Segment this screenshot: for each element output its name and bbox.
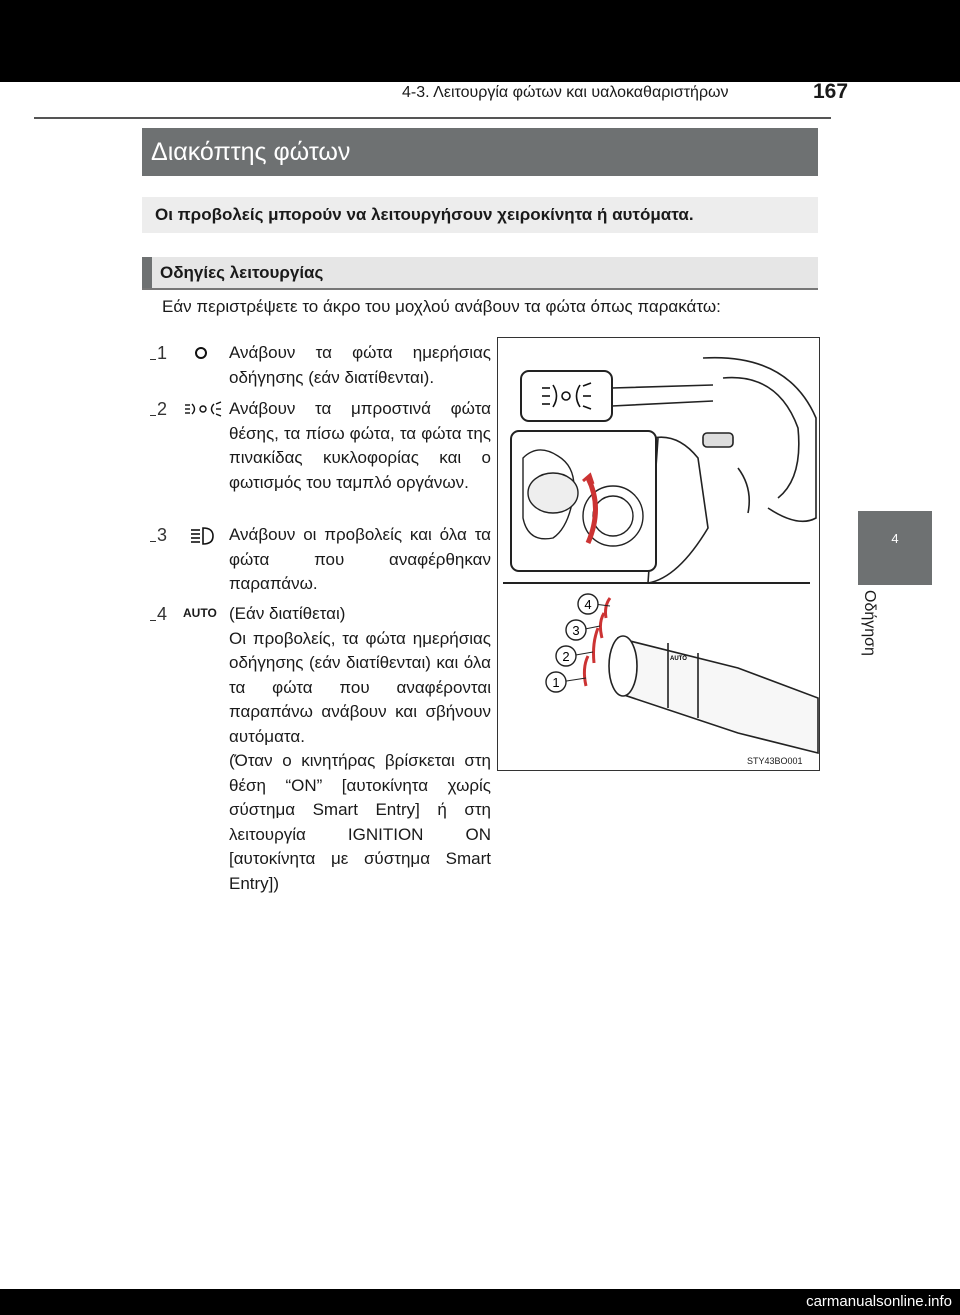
intro-text: Οι προβολείς μπορούν να λειτουργήσουν χειροκίνητα ή αυτόματα. bbox=[155, 205, 694, 224]
page-number: 167 bbox=[813, 80, 849, 103]
chapter-side-label bbox=[860, 590, 890, 680]
figure-illustration bbox=[498, 338, 819, 770]
chapter-header: 4-3. Λειτουργία φώτων και υαλοκαθαριστήρων bbox=[402, 84, 729, 101]
chapter-tab-number: 4 bbox=[891, 531, 899, 546]
header-rule bbox=[34, 117, 831, 119]
figure-label-3: 3 bbox=[572, 623, 580, 638]
subsection-marker bbox=[142, 257, 152, 288]
item-text: (Εάν διατίθεται) bbox=[229, 604, 346, 623]
subsection-heading bbox=[142, 257, 818, 290]
figure-labels bbox=[546, 594, 598, 692]
figure-label-2: 2 bbox=[562, 649, 570, 664]
top-black-band bbox=[0, 0, 960, 82]
footer-watermark: carmanualsonline.info bbox=[806, 1293, 952, 1310]
lead-text: Εάν περιστρέψετε το άκρο του μοχλού ανάβουν τα φώτα όπως παρακάτω: bbox=[162, 297, 721, 316]
item-text: (Όταν ο κινητήρας βρίσκεται στη θέση “ON” [αυτοκίνητα χωρίς σύστημα Smart Entry] ή στη λειτουργία IGNITION ON [αυτοκίνητα με σύστημα Smart Entry]) bbox=[229, 751, 491, 893]
subsection-title: Οδηγίες λειτουργίας bbox=[160, 263, 324, 282]
auto-icon: AUTO bbox=[183, 606, 217, 620]
section-title: Διακόπτης φώτων bbox=[151, 138, 351, 166]
intro-box bbox=[142, 197, 818, 233]
item-text: Οι προβολείς, τα φώτα ημερήσιας οδήγησης (εάν διατίθενται) και όλα τα φώτα που αναφέρονται παραπάνω ανάβουν και σβήνουν αυτόματα. bbox=[229, 628, 491, 746]
item-number: 1 bbox=[151, 343, 173, 364]
chapter-tab bbox=[858, 511, 932, 585]
position-lights-icon bbox=[183, 399, 223, 426]
section-title-bar bbox=[142, 128, 818, 176]
item-number: 4 bbox=[151, 604, 173, 625]
item-number: 2 bbox=[151, 399, 173, 420]
item-number: 3 bbox=[151, 525, 173, 546]
item-text: Ανάβουν τα φώτα ημερήσιας οδήγησης (εάν διατίθενται). bbox=[229, 343, 491, 387]
footer-band bbox=[0, 1289, 960, 1315]
callout-box bbox=[521, 371, 612, 421]
chapter-side-label-text: Οδήγηση bbox=[861, 590, 878, 656]
item-text: Ανάβουν τα μπροστινά φώτα θέσης, τα πίσω φώτα, τα φώτα της πινακίδας κυκλοφορίας και ο φωτισμός του ταμπλό οργάνων. bbox=[229, 399, 491, 492]
figure-label-4: 4 bbox=[584, 597, 592, 612]
light-stalk bbox=[609, 636, 818, 753]
stalk-auto-label: AUTO bbox=[670, 656, 687, 662]
item-text-block bbox=[229, 602, 491, 896]
light-switch-figure bbox=[497, 337, 820, 771]
figure-code: STY43BO001 bbox=[747, 756, 803, 766]
off-circle-icon bbox=[183, 343, 223, 370]
headlights-icon bbox=[183, 525, 223, 552]
item-text: Ανάβουν οι προβολείς και όλα τα φώτα που αναφέρθηκαν παραπάνω. bbox=[229, 525, 491, 593]
figure-label-1: 1 bbox=[552, 675, 560, 690]
